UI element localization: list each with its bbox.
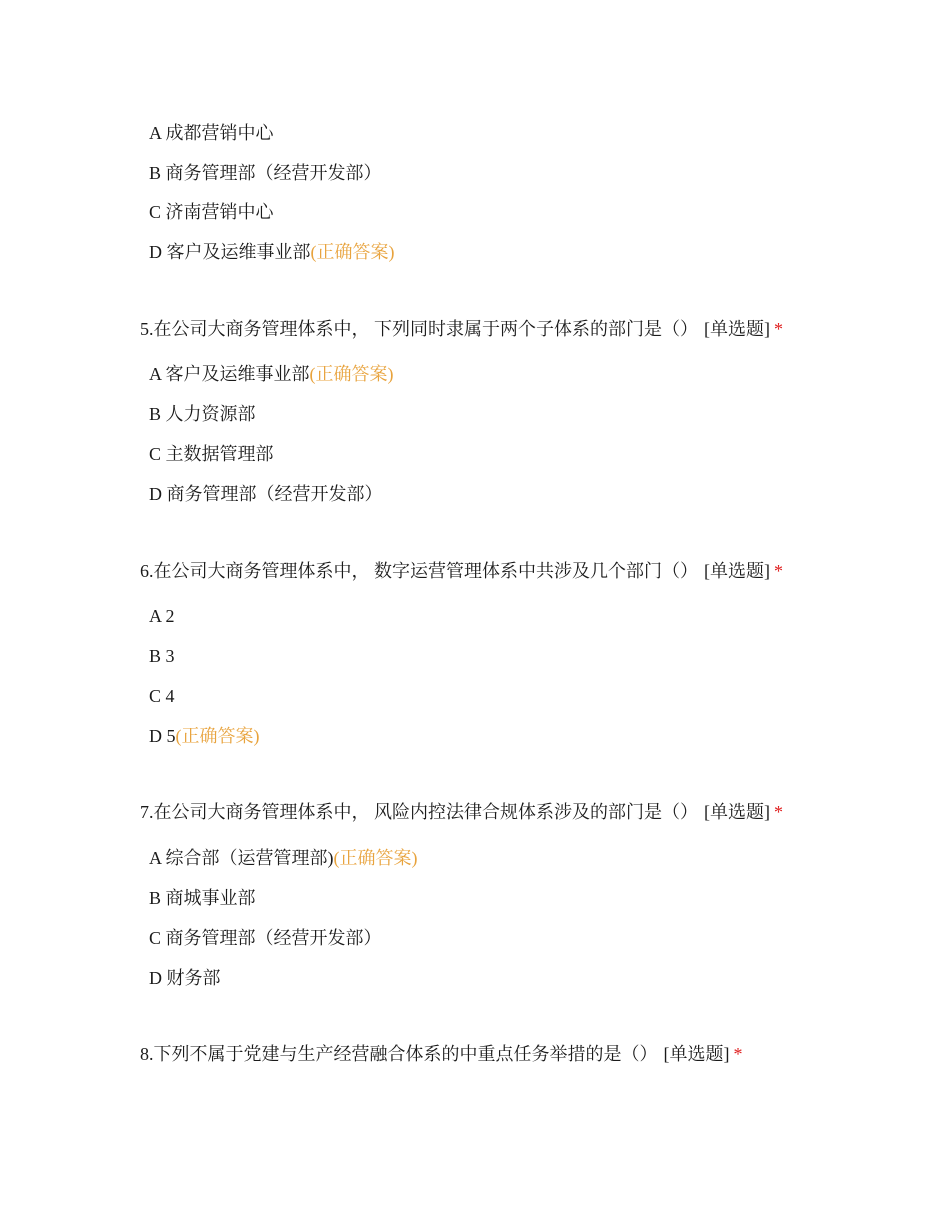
required-marker: * (774, 802, 783, 822)
question-5-title (140, 317, 783, 341)
option-text: C 商务管理部（经营开发部） (149, 928, 382, 948)
question-7-option-c (149, 926, 382, 950)
option-text: B 3 (149, 646, 175, 666)
question-text: 5.在公司大商务管理体系中， 下列同时隶属于两个子体系的部门是（） (140, 319, 698, 339)
question-6-option-c (149, 684, 175, 708)
question-text: 6.在公司大商务管理体系中， 数字运营管理体系中共涉及几个部门（） (140, 561, 698, 581)
option-text: C 济南营销中心 (149, 202, 274, 222)
option-prev-b (149, 161, 382, 185)
question-type: [单选题] (704, 802, 770, 822)
question-text: 8.下列不属于党建与生产经营融合体系的中重点任务举措的是（） (140, 1044, 658, 1064)
question-6-option-b (149, 644, 175, 668)
option-prev-c (149, 200, 274, 224)
correct-answer-marker: (正确答案) (333, 848, 418, 868)
required-marker: * (733, 1044, 743, 1064)
required-marker: * (774, 319, 783, 339)
question-5-option-b (149, 402, 256, 426)
question-7-option-b (149, 886, 256, 910)
correct-answer-marker: (正确答案) (309, 364, 394, 384)
question-type: [单选题] (704, 561, 770, 581)
question-6-option-a (149, 604, 175, 628)
option-text: B 商城事业部 (149, 888, 256, 908)
question-7-option-d (149, 966, 221, 990)
option-prev-a (149, 121, 274, 145)
question-text: 7.在公司大商务管理体系中， 风险内控法律合规体系涉及的部门是（） (140, 802, 698, 822)
option-text: A 成都营销中心 (149, 123, 274, 143)
option-text: B 人力资源部 (149, 404, 256, 424)
correct-answer-marker: (正确答案) (310, 242, 395, 262)
option-text: A 客户及运维事业部 (149, 364, 310, 384)
option-text: D 商务管理部（经营开发部） (149, 484, 383, 504)
question-6-option-d (149, 724, 260, 748)
option-prev-d (149, 240, 395, 264)
option-text: C 主数据管理部 (149, 444, 274, 464)
question-6-title (140, 559, 783, 583)
question-7-title (140, 800, 783, 824)
question-8-title (140, 1042, 743, 1066)
question-type: [单选题] (663, 1044, 730, 1064)
required-marker: * (774, 561, 783, 581)
option-text: A 2 (149, 606, 175, 626)
option-text: D 财务部 (149, 968, 221, 988)
option-text: C 4 (149, 686, 175, 706)
question-type: [单选题] (704, 319, 770, 339)
option-text: D 5 (149, 726, 176, 746)
option-text: D 客户及运维事业部 (149, 242, 311, 262)
question-5-option-d (149, 482, 383, 506)
question-7-option-a (149, 846, 418, 870)
option-text: B 商务管理部（经营开发部） (149, 163, 382, 183)
question-5-option-c (149, 442, 274, 466)
option-text: A 综合部（运营管理部) (149, 848, 334, 868)
correct-answer-marker: (正确答案) (175, 726, 260, 746)
question-5-option-a (149, 362, 394, 386)
